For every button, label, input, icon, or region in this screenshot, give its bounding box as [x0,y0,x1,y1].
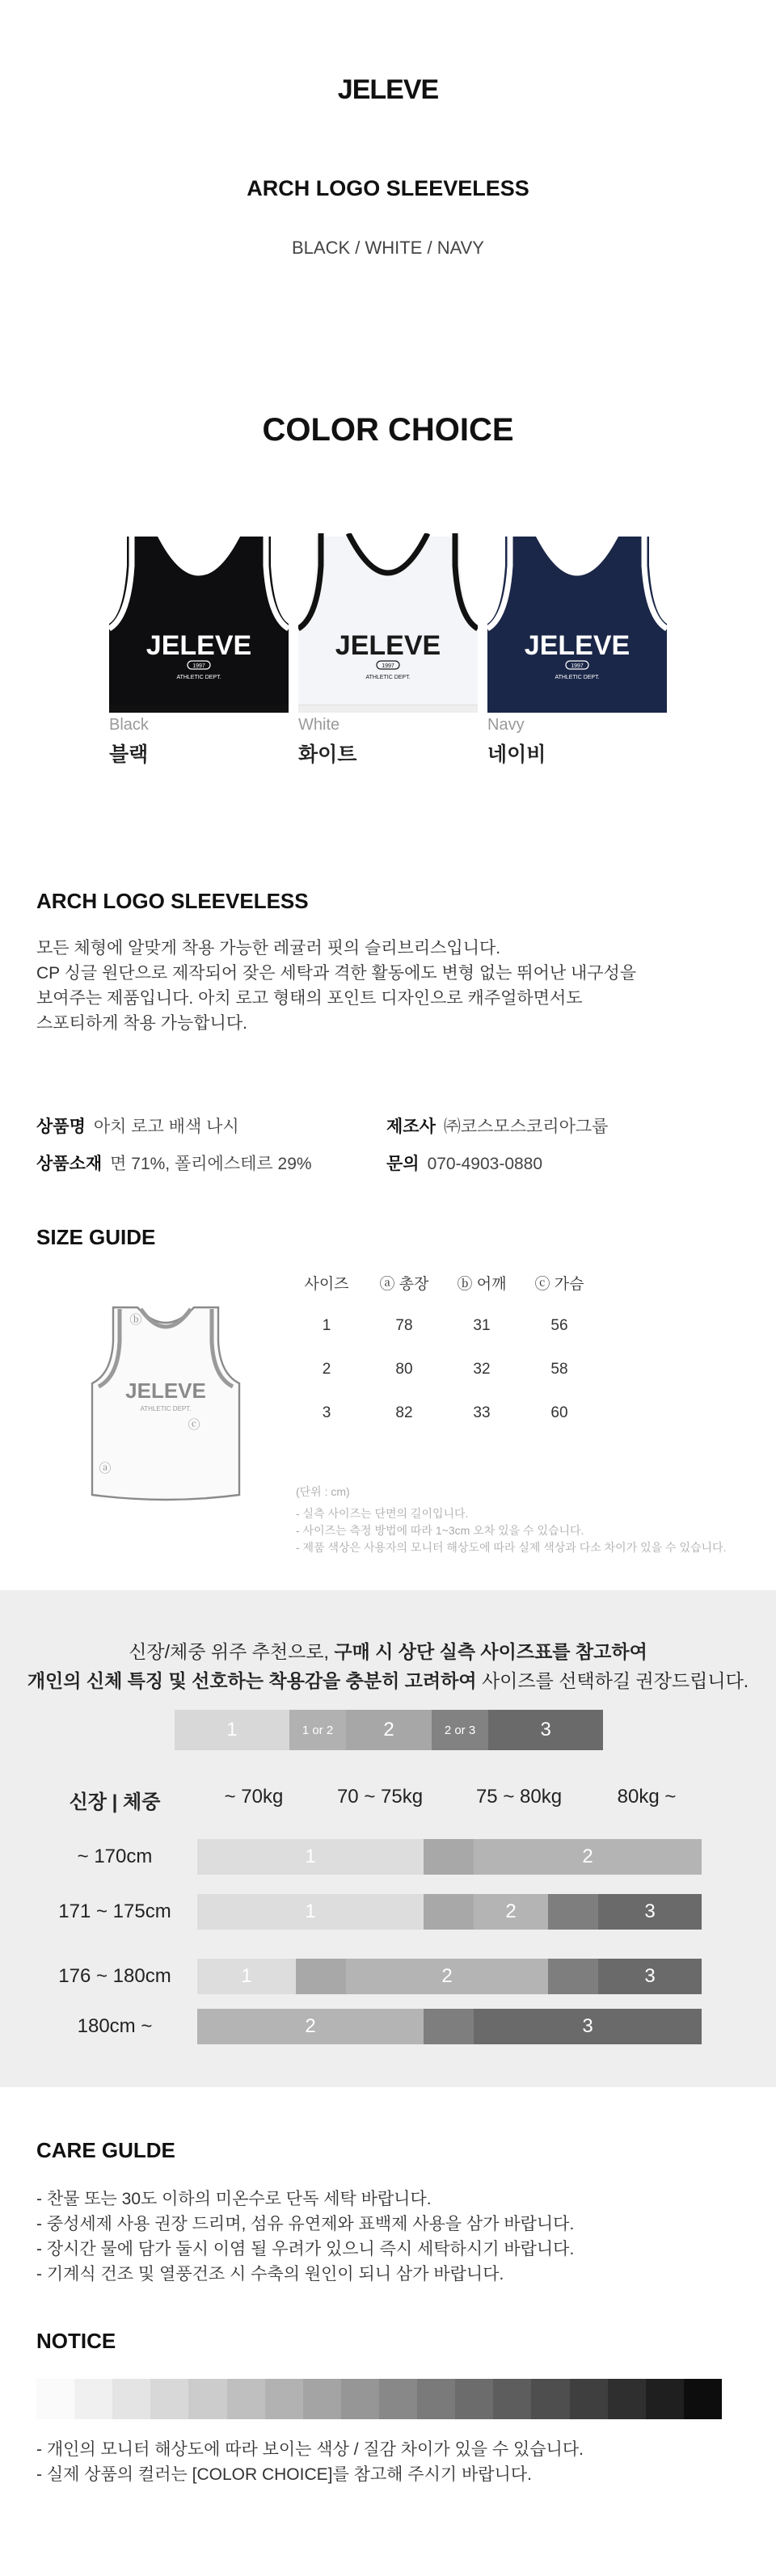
shirt-year: 1997 [192,663,205,669]
size-cell: 2 [322,1361,331,1378]
weight-col: 70 ~ 75kg [336,1786,424,1808]
shirt-sub: ATHLETIC DEPT. [555,675,600,680]
color-name-en: White [298,716,340,734]
size-notes [296,1484,749,1556]
table-row [0,1894,776,1930]
info-value: 면 71%, 폴리에스테르 29% [110,1155,312,1173]
gradient-swatch [570,2379,608,2419]
info-value: 070-4903-0880 [427,1155,543,1173]
size-diagram [81,1293,251,1511]
text-normal: 사이즈를 선택하길 권장드립니다. [476,1670,749,1691]
color-name-en: Black [109,716,149,734]
header-cell: ⓒ 가슴 [534,1275,584,1293]
recommendation-line-2 [0,1666,776,1695]
color-swatch-white[interactable] [298,533,478,766]
product-title: ARCH LOGO SLEEVELESS [247,176,529,200]
table-row [0,1959,776,1994]
tank-top-image [487,533,667,706]
mark-b: ⓑ [129,1312,142,1327]
tank-body [109,537,289,706]
list-item: - 기계식 건조 및 열풍건조 시 수축의 원인이 되니 삼가 바랍니다. [36,2265,504,2283]
list-item: - 장시간 물에 담가 둘시 이염 될 우려가 있으니 즉시 세탁하시기 바랍니다. [36,2240,575,2258]
recommendation-header [0,1786,776,1821]
size-table [288,1261,611,1435]
text-normal: 신장/체중 위주 추천으로, [129,1641,335,1662]
gradient-swatch [303,2379,341,2419]
gradient-swatch [608,2379,646,2419]
size-bar [197,1894,702,1930]
gradient-swatch [265,2379,303,2419]
size-bar [197,1959,702,1994]
height-label: 171 ~ 175cm [58,1900,171,1922]
header-cell: ⓐ 총장 [379,1275,429,1293]
size-bar-segment [424,1894,474,1930]
gradient-swatch [74,2379,112,2419]
size-bar-segment [424,1839,474,1875]
size-bar-segment [296,1959,346,1994]
color-gradient-strip [36,2379,722,2419]
shoulder-cell: 32 [473,1361,491,1378]
gradient-swatch [188,2379,226,2419]
description-line: 스포티하게 착용 가능합니다. [36,1014,247,1033]
size-bar-segment: 2 [474,1894,548,1930]
description-line: 모든 체형에 알맞게 착용 가능한 레귤러 핏의 슬리브리스입니다. [36,939,501,958]
shirt-year: 1997 [382,663,394,669]
description-title: ARCH LOGO SLEEVELESS [36,889,309,913]
gradient-swatch [112,2379,150,2419]
size-bar-segment [548,1894,598,1930]
list-item: - 중성세제 사용 권장 드리며, 섬유 유연제와 표백제 사용을 삼가 바랍니다. [36,2215,575,2233]
info-value: 아치 로고 배색 나시 [93,1118,239,1136]
size-bar-segment: 2 [197,2009,424,2044]
shirt-logo: JELEVE [524,630,630,661]
color-bar [109,705,289,713]
table-row [0,2009,776,2044]
size-table-header [288,1261,611,1304]
color-name-ko: 네이비 [487,743,546,766]
color-bar [298,705,478,713]
diagram-logo: JELEVE [125,1378,206,1403]
table-row [0,1839,776,1875]
size-bar-segment: 2 [346,1959,548,1994]
scale-segment: 1 or 2 [289,1710,346,1750]
gradient-swatch [646,2379,684,2419]
tank-top-image [109,533,289,706]
recommendation-line-1 [0,1637,776,1666]
info-label: 문의 [386,1155,420,1173]
chest-cell: 60 [550,1404,568,1421]
diagram-sub: ATHLETIC DEPT. [140,1405,192,1412]
table-row [288,1304,611,1348]
color-swatch-black[interactable] [109,533,289,766]
length-cell: 78 [395,1317,413,1334]
gradient-swatch [455,2379,493,2419]
tank-outline [92,1307,239,1500]
note-line: - 제품 색상은 사용자의 모니터 해상도에 따라 실제 색상과 다소 차이가 있을 수 있습니다. [296,1541,727,1554]
size-cell: 1 [322,1317,331,1334]
size-bar-segment: 1 [197,1959,296,1994]
height-label: 180cm ~ [77,2015,153,2037]
shirt-logo: JELEVE [146,630,252,661]
color-name-ko: 화이트 [298,743,357,766]
text-bold: 구매 시 상단 실측 사이즈표를 참고하여 [334,1641,647,1662]
scale-segment: 2 or 3 [432,1710,488,1750]
scale-segment: 2 [346,1710,432,1750]
gradient-swatch [684,2379,722,2419]
note-line: - 실측 사이즈는 단면의 길이입니다. [296,1507,469,1520]
table-row [288,1391,611,1435]
info-value: ㈜코스모스코리아그룹 [443,1118,609,1136]
chest-cell: 56 [550,1317,568,1334]
height-label: 176 ~ 180cm [58,1965,171,1987]
tank-top-image [298,533,478,706]
info-label: 상품명 [36,1118,86,1136]
size-bar-segment: 3 [598,1894,702,1930]
size-bar [197,2009,702,2044]
note-line: (단위 : cm) [296,1485,350,1498]
header-cell: ⓑ 어깨 [457,1275,507,1293]
tank-body [487,537,667,706]
gradient-swatch [531,2379,569,2419]
description-line: 보여주는 제품입니다. 아치 로고 형태의 포인트 디자인으로 캐주얼하면서도 [36,989,583,1008]
info-manufacturer [386,1113,608,1138]
weight-col: 80kg ~ [617,1786,677,1808]
height-weight-label: 신장 | 체중 [69,1791,161,1813]
tank-body [298,537,478,706]
mark-a: ⓐ [99,1461,112,1475]
product-description [36,936,732,1036]
shirt-year: 1997 [571,663,584,669]
text-bold: 개인의 신체 특징 및 선호하는 착용감을 충분히 고려하여 [27,1670,477,1691]
list-item: - 실제 상품의 컬러는 [COLOR CHOICE]를 참고해 주시기 바랍니다. [36,2465,532,2484]
note-line: - 사이즈는 측정 방법에 따라 1~3cm 오차 있을 수 있습니다. [296,1524,584,1537]
header-cell: 사이즈 [304,1275,349,1293]
length-cell: 82 [395,1404,413,1421]
gradient-swatch [150,2379,188,2419]
info-label: 상품소재 [36,1155,103,1173]
shirt-sub: ATHLETIC DEPT. [176,675,221,680]
mark-c: ⓒ [188,1417,200,1432]
scale-segment: 1 [175,1710,289,1750]
shoulder-cell: 33 [473,1404,491,1421]
shirt-logo: JELEVE [335,630,441,661]
gradient-swatch [341,2379,379,2419]
scale-segment: 3 [488,1710,603,1750]
size-bar-segment [548,1959,598,1994]
size-scale-legend [175,1710,603,1750]
size-bar-segment: 2 [474,1839,702,1875]
color-options-line: BLACK / WHITE / NAVY [292,238,484,258]
weight-col: 75 ~ 80kg [475,1786,563,1808]
care-list [36,2187,748,2287]
color-swatch-navy[interactable] [487,533,667,766]
info-material [36,1151,312,1175]
info-contact [386,1151,542,1175]
recommendation-text [0,1637,776,1695]
height-label: ~ 170cm [77,1846,153,1867]
notice-list [36,2437,748,2487]
care-guide-title: CARE GULDE [36,2138,175,2162]
gradient-swatch [493,2379,531,2419]
size-bar-segment: 1 [197,1894,424,1930]
length-cell: 80 [395,1361,413,1378]
size-bar-segment: 1 [197,1839,424,1875]
size-bar-segment: 3 [598,1959,702,1994]
size-cell: 3 [322,1404,331,1421]
description-line: CP 싱글 원단으로 제작되어 잦은 세탁과 격한 활동에도 변형 없는 뛰어난 내구성을 [36,964,637,983]
gradient-swatch [36,2379,74,2419]
gradient-swatch [227,2379,265,2419]
size-bar [197,1839,702,1875]
list-item: - 개인의 모니터 해상도에 따라 보이는 색상 / 질감 차이가 있을 수 있습니다. [36,2440,584,2459]
color-name-en: Navy [487,716,525,734]
size-bar-segment: 3 [474,2009,702,2044]
size-guide-title: SIZE GUIDE [36,1225,156,1249]
shirt-sub: ATHLETIC DEPT. [365,675,411,680]
table-row [288,1348,611,1391]
weight-col: ~ 70kg [224,1786,284,1808]
size-bar-segment [424,2009,474,2044]
gradient-swatch [417,2379,455,2419]
gradient-swatch [379,2379,417,2419]
info-label: 제조사 [386,1118,436,1136]
color-choice-title: COLOR CHOICE [262,412,514,448]
color-name-ko: 블랙 [109,743,149,766]
color-bar [487,705,667,713]
list-item: - 찬물 또는 30도 이하의 미온수로 단독 세탁 바랍니다. [36,2190,432,2208]
chest-cell: 58 [550,1361,568,1378]
notice-title: NOTICE [36,2329,116,2353]
shoulder-cell: 31 [473,1317,491,1334]
brand-logo: JELEVE [337,74,439,105]
info-product-name [36,1113,239,1138]
